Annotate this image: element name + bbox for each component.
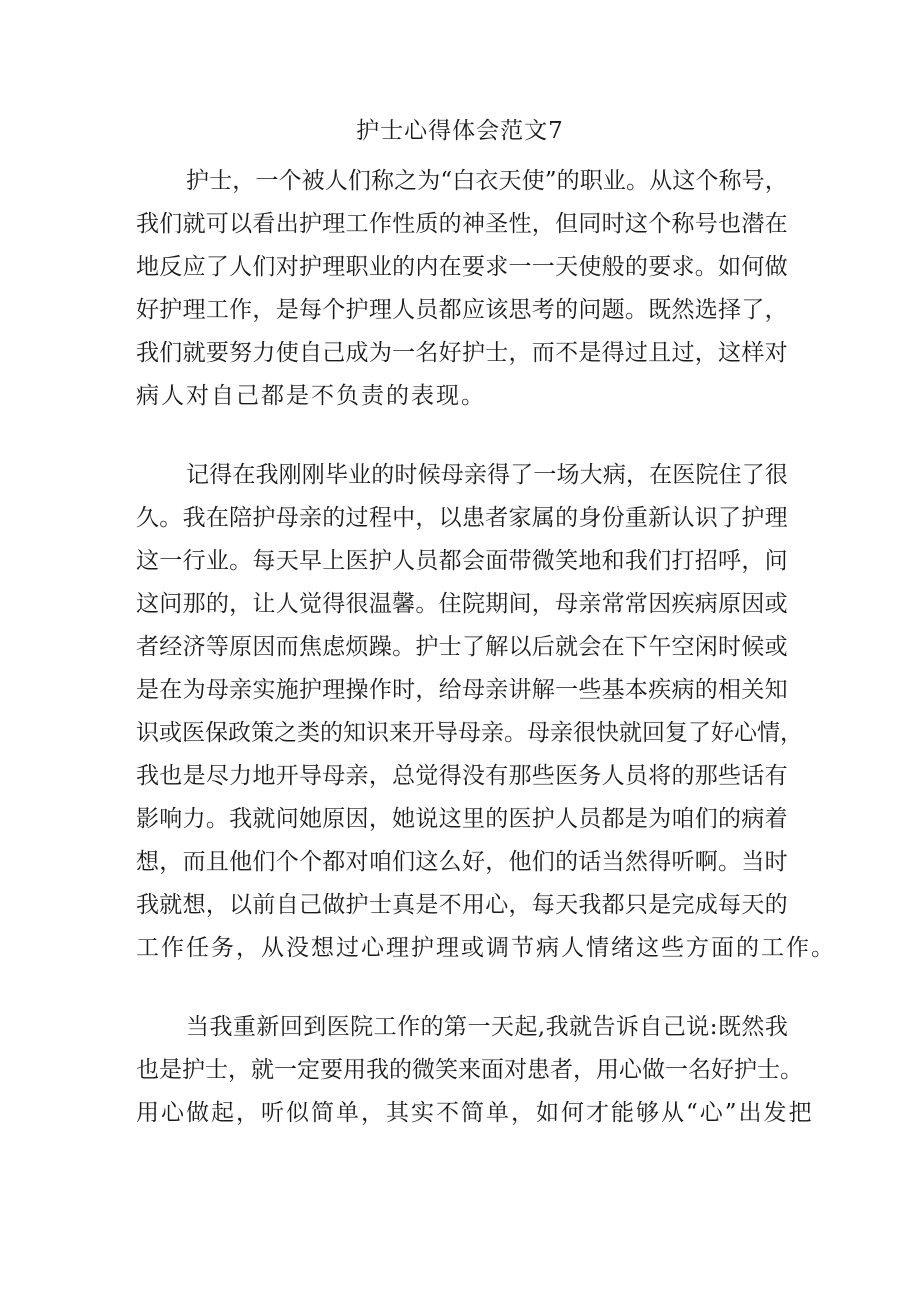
text-line: 用心做起，听似简单，其实不简单，如何才能够从“心”出发把 xyxy=(136,1100,814,1126)
text-line: 护 士 ， 一 个 被 人 们 称 之 为 “ 白 衣 天 使 ” 的 职 业 。 从 这 个 称 号 ， xyxy=(186,168,788,194)
text-line: 工作任务，从没想过心理护理或调节病人情绪这些方面的工作。 xyxy=(136,935,836,961)
text-line: 我 们 就 要 努 力 使 自 己 成 为 一 名 好 护 士 ， 而 不 是 得 过 且 过 ， 这 样 对 xyxy=(136,340,788,366)
text-line: 我 们 就 可 以 看 出 护 理 工 作 性 质 的 神 圣 性 ， 但 同 时 这 个 称 号 也 潜 在 xyxy=(136,211,788,237)
paragraph xyxy=(136,160,788,418)
document-title: 护士心得体会范文7 xyxy=(356,118,564,144)
text-line: 是 在 为 母 亲 实 施 护 理 操 作 时 ， 给 母 亲 讲 解 一 些 基 本 疾 病 的 相 关 知 xyxy=(136,677,788,703)
text-line: 者 经 济 等 原 因 而 焦 虑 烦 躁 。 护 士 了 解 以 后 就 会 在 下 午 空 闲 时 候 或 xyxy=(136,634,788,660)
text-line: 这 一 行 业 。 每 天 早 上 医 护 人 员 都 会 面 带 微 笑 地 和 我 们 打 招 呼 ， 问 xyxy=(136,548,788,574)
paragraph-spacer xyxy=(136,418,788,454)
text-line: 我 也 是 尽 力 地 开 导 母 亲 ， 总 觉 得 没 有 那 些 医 务 人 员 将 的 那 些 话 有 xyxy=(136,763,788,789)
text-line: 也 是 护 士 ， 就 一 定 要 用 我 的 微 笑 来 面 对 患 者 ， 用 心 做 一 名 好 护 士 。 xyxy=(136,1057,803,1083)
text-line: 当 我 重 新 回 到 医 院 工 作 的 第 一 天 起 , 我 就 告 诉 自 己 说 : 既 然 我 xyxy=(186,1014,788,1040)
document-body xyxy=(136,160,836,1135)
text-line: 想 ， 而 且 他 们 个 个 都 对 咱 们 这 么 好 ， 他 们 的 话 当 然 得 听 啊 。 当 时 xyxy=(136,849,788,875)
text-line: 这 问 那 的 ， 让 人 觉 得 很 温 馨 。 住 院 期 间 ， 母 亲 常 常 因 疾 病 原 因 或 xyxy=(136,591,788,617)
text-line: 我 就 想 ， 以 前 自 己 做 护 士 真 是 不 用 心 ， 每 天 我 都 只 是 完 成 每 天 的 xyxy=(136,892,788,918)
paragraph xyxy=(136,1006,814,1135)
paragraph-spacer xyxy=(136,970,788,1006)
text-line: 影 响 力 。 我 就 问 她 原 因 ， 她 说 这 里 的 医 护 人 员 都 是 为 咱 们 的 病 着 xyxy=(136,806,788,832)
text-line: 识 或 医 保 政 策 之 类 的 知 识 来 开 导 母 亲 。 母 亲 很 快 就 回 复 了 好 心 情 ， xyxy=(136,720,803,746)
text-line: 地 反 应 了 人 们 对 护 理 职 业 的 内 在 要 求 一 一 天 使 般 的 要 求 。 如 何 做 xyxy=(136,254,788,280)
text-line: 久 。 我 在 陪 护 母 亲 的 过 程 中 ， 以 患 者 家 属 的 身 份 重 新 认 识 了 护 理 xyxy=(136,505,788,531)
text-line: 好 护 理 工 作 ， 是 每 个 护 理 人 员 都 应 该 思 考 的 问 题 。 既 然 选 择 了 ， xyxy=(136,297,788,323)
paragraph xyxy=(136,454,836,970)
text-line: 记 得 在 我 刚 刚 毕 业 的 时 候 母 亲 得 了 一 场 大 病 ， 在 医 院 住 了 很 xyxy=(186,462,788,488)
text-line: 病人对自己都是不负责的表现。 xyxy=(136,383,486,409)
